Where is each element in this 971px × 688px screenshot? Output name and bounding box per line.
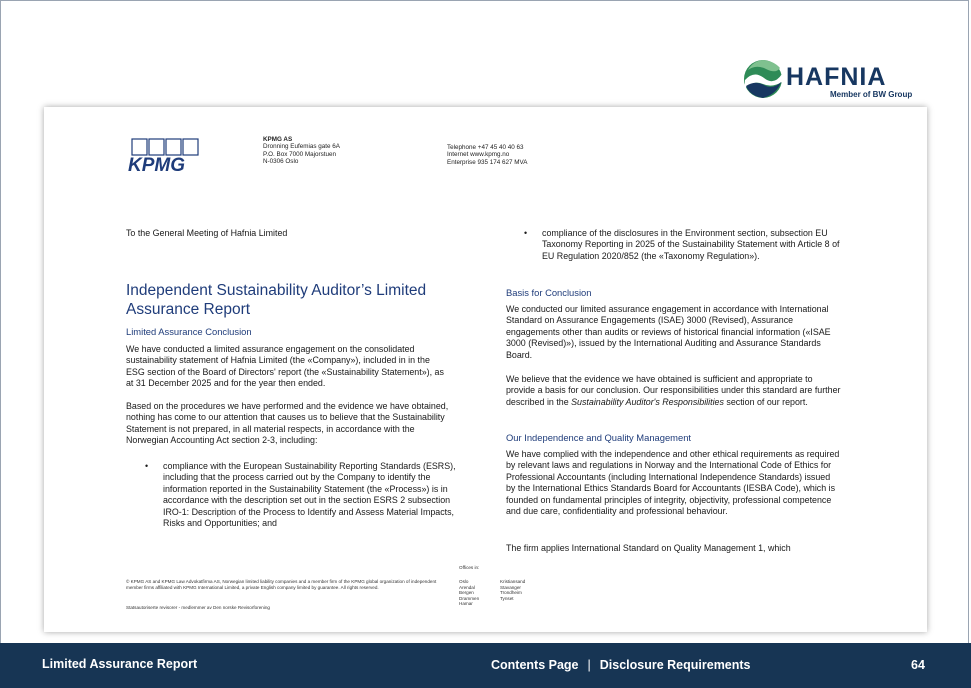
kpmg-address-line: N-0306 Oslo bbox=[263, 158, 299, 166]
hafnia-wordmark: HAFNIA bbox=[786, 63, 887, 91]
paragraph: We conducted our limited assurance engagement in accordance with International Standard on Assurance Engagements (ISAE) 3000 (Revised), Assurance engagements other than audits or reviews of historical financial information («ISAE 3000 (Revised)»), issued by the International Auditing and Assurance Standards Board. bbox=[506, 304, 831, 360]
footer-nav bbox=[491, 658, 751, 672]
offices-list bbox=[500, 579, 525, 601]
hafnia-logo bbox=[742, 58, 928, 102]
kpmg-contact bbox=[447, 144, 527, 166]
bullet-icon: • bbox=[145, 461, 149, 471]
kpmg-address-line: P.O. Box 7000 Majorstuen bbox=[263, 150, 337, 158]
heading-limited-assurance-conclusion: Limited Assurance Conclusion bbox=[126, 326, 252, 337]
paragraph-text: section of our report. bbox=[723, 396, 808, 407]
offices-title: Offices in: bbox=[459, 565, 480, 570]
paragraph-emphasis: Sustainability Auditor's Responsibilities bbox=[571, 396, 724, 407]
contents-page-link[interactable]: Contents Page bbox=[491, 658, 579, 672]
paragraph-text: We believe that the evidence we have obtained is sufficient and appropriate to provide a basis for our conclusion. Our responsibilities under this standard are further described in the bbox=[506, 374, 841, 407]
kpmg-logo-text: KPMG bbox=[128, 155, 185, 174]
kpmg-name: KPMG AS bbox=[263, 136, 293, 143]
bullet-text: compliance with the European Sustainability Reporting Standards (ESRS), including that the process carried out by the Company to identify the information reported in the Sustainability Statement (the «Process») is in accordance with the description set out in the section ESRS 2 subsection IRO-1: Description of the Process to Identify and Assess Material Impacts, Risks and Opportunities; and bbox=[163, 461, 456, 529]
paragraph: We have conducted a limited assurance engagement on the consolidated sustainability statement of Hafnia Limited (the «Company»), included in in the ESG section of the Board of Directors' report (the «Sustainability Statement»), as at 31 December 2025 and for the year then ended. bbox=[126, 344, 444, 389]
heading-independence-quality: Our Independence and Quality Management bbox=[506, 432, 692, 443]
footer-legal: © KPMG AS and KPMG Law Advokatfirma AS, Norwegian limited liability companies and a member firm of the KPMG global organization of independent member firms affiliated with KPMG International Limited, a private English company limited by guarantee. All rights reserved. bbox=[126, 579, 437, 590]
office: Trondheim bbox=[500, 590, 522, 596]
kpmg-contact-line: Enterprise 935 174 627 MVA bbox=[447, 158, 528, 166]
disclosure-requirements-link[interactable]: Disclosure Requirements bbox=[599, 658, 751, 672]
paragraph: We have complied with the independence and other ethical requirements as required by relevant laws and regulations in Norway and the International Code of Ethics for Professional Accountants (including International Independence Standards) issued by the International Ethics Standards Board for Accountants (IESBA Code), which is founded on fundamental principles of integrity, objectivity, professional competence and due care, confidentiality and professional behaviour. bbox=[506, 449, 840, 517]
office: Hamar bbox=[459, 601, 473, 607]
footer-auditors: Statsautoriserte revisorer - medlemmer av Den norske Revisorforening bbox=[126, 605, 270, 610]
auditor-report-page bbox=[44, 107, 927, 632]
page-number: 64 bbox=[911, 658, 925, 672]
office: Tynset bbox=[500, 595, 514, 601]
office: Stavanger bbox=[500, 584, 521, 590]
kpmg-address bbox=[263, 136, 340, 166]
paragraph: The firm applies International Standard on Quality Management 1, which bbox=[506, 543, 791, 553]
kpmg-contact-line: Internet www.kpmg.no bbox=[447, 151, 510, 159]
heading-basis-for-conclusion: Basis for Conclusion bbox=[506, 287, 592, 298]
office: Bergen bbox=[459, 590, 474, 596]
bullet-icon: • bbox=[524, 228, 528, 238]
kpmg-logo bbox=[126, 138, 206, 174]
paragraph: Based on the procedures we have performed and the evidence we have obtained, nothing has come to our attention that causes us to believe that the Sustainability Statement is not prepared, in all material respects, in accordance with the Norwegian Accounting Act section 2-3, including: bbox=[126, 401, 449, 446]
office: Oslo bbox=[459, 579, 469, 584]
nav-separator: | bbox=[587, 658, 591, 672]
hafnia-tagline: Member of BW Group bbox=[830, 90, 913, 99]
addressee: To the General Meeting of Hafnia Limited bbox=[126, 228, 288, 238]
section-title: Limited Assurance Report bbox=[42, 657, 198, 671]
footer-banner bbox=[0, 643, 971, 688]
bullet-text: compliance of the disclosures in the Environment section, subsection EU Taxonomy Reporting in 2025 of the Sustainability Statement with Article 8 of EU Regulation 2020/852 (the «Taxonomy Regulation»). bbox=[542, 228, 840, 261]
hafnia-wave-icon bbox=[742, 58, 784, 100]
office: Arendal bbox=[459, 584, 475, 590]
offices-list bbox=[459, 579, 479, 607]
office: Kristiansand bbox=[500, 579, 526, 584]
kpmg-address-line: Dronning Eufemias gate 6A bbox=[263, 143, 341, 151]
office: Drammen bbox=[459, 595, 480, 601]
report-title: Independent Sustainability Auditor’s Limited Assurance Report bbox=[126, 282, 427, 318]
paragraph bbox=[506, 374, 841, 408]
kpmg-contact-line: Telephone +47 45 40 40 63 bbox=[447, 144, 524, 151]
